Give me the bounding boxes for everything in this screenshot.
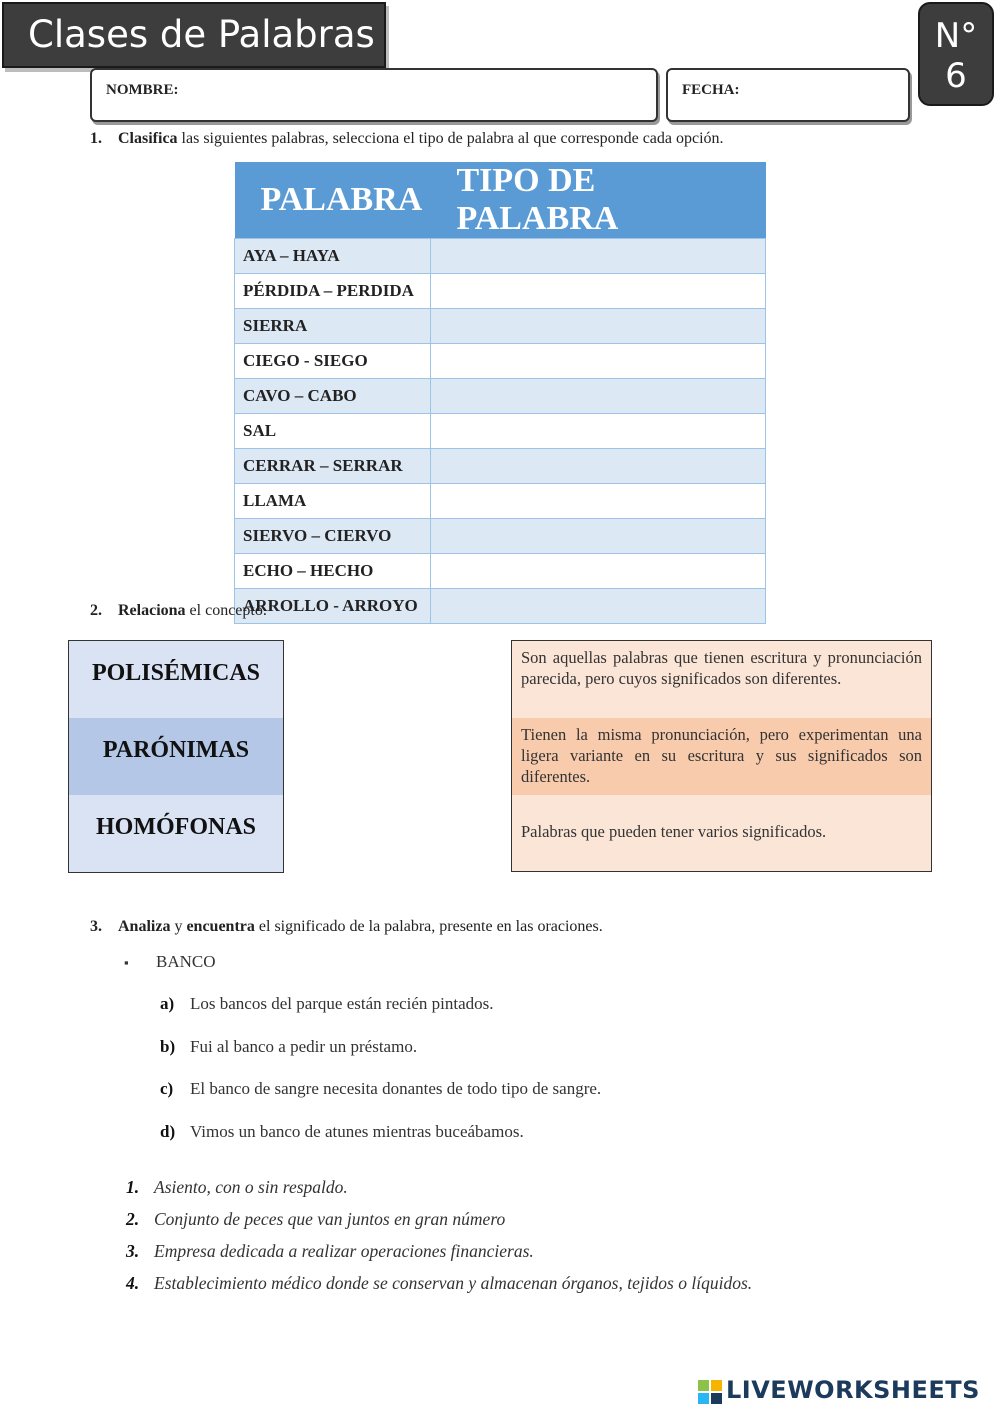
sentence-text: El banco de sangre necesita donantes de todo tipo de sangre. [190, 1079, 602, 1098]
number-value: 6 [945, 56, 967, 96]
question-2 [90, 602, 267, 620]
meaning-item [126, 1273, 752, 1294]
meaning-label: 3. [126, 1241, 140, 1261]
type-answer-cell[interactable] [431, 309, 766, 344]
keyword-banco [124, 952, 216, 972]
name-field[interactable] [90, 68, 658, 122]
concept-item-polisemicas[interactable]: POLISÉMICAS [69, 641, 283, 718]
sentence-label: d) [160, 1122, 176, 1141]
table-header-word: PALABRA [235, 162, 431, 239]
word-cell: SIERRA [235, 309, 431, 344]
sentence-label: a) [160, 994, 175, 1013]
type-answer-cell[interactable] [431, 449, 766, 484]
sentence-label: c) [160, 1079, 174, 1098]
name-label: NOMBRE: [106, 82, 179, 98]
meaning-text: Conjunto de peces que van juntos en gran número [154, 1209, 506, 1229]
sentence-text: Vimos un banco de atunes mientras buceábamos. [190, 1122, 524, 1141]
meaning-text: Empresa dedicada a realizar operaciones financieras. [154, 1241, 534, 1261]
table-row [235, 414, 766, 449]
question-1-verb: Clasifica [118, 130, 178, 147]
table-row [235, 379, 766, 414]
word-cell: LLAMA [235, 484, 431, 519]
meaning-item [126, 1177, 348, 1198]
question-2-text: el concepto. [185, 602, 267, 619]
question-1-text: las siguientes palabras, selecciona el tipo de palabra al que corresponde cada opción. [177, 130, 724, 147]
definition-item[interactable]: Tienen la misma pronunciación, pero experimentan una ligera variante en su escritura y sus significados son diferentes. [512, 718, 931, 795]
date-label: FECHA: [682, 82, 740, 98]
sentence-label: b) [160, 1037, 176, 1056]
meaning-label: 2. [126, 1209, 140, 1229]
table-row [235, 589, 766, 624]
question-3-number: 3. [90, 918, 102, 935]
sentence-item [160, 1122, 524, 1142]
word-cell: SAL [235, 414, 431, 449]
type-answer-cell[interactable] [431, 274, 766, 309]
meaning-label: 1. [126, 1177, 140, 1197]
word-cell: PÉRDIDA – PERDIDA [235, 274, 431, 309]
keyword-text: BANCO [156, 952, 216, 971]
table-row [235, 309, 766, 344]
worksheet-title: Clases de Palabras [2, 2, 386, 68]
number-label: N° [934, 16, 978, 56]
liveworksheets-logo-icon [698, 1380, 722, 1404]
question-3-verb-1: Analiza [118, 918, 171, 935]
sentence-text: Fui al banco a pedir un préstamo. [190, 1037, 418, 1056]
question-3-verb-2: encuentra [186, 918, 255, 935]
type-answer-cell[interactable] [431, 239, 766, 274]
classification-table [234, 162, 766, 624]
worksheet-number-badge [918, 2, 994, 106]
meaning-item [126, 1209, 505, 1230]
concept-item-homofonas[interactable]: HOMÓFONAS [69, 795, 283, 872]
date-field[interactable] [666, 68, 910, 122]
table-row [235, 449, 766, 484]
meaning-text: Establecimiento médico donde se conservan y almacenan órganos, tejidos o líquidos. [154, 1273, 753, 1293]
table-row [235, 344, 766, 379]
question-2-number: 2. [90, 602, 102, 619]
type-answer-cell[interactable] [431, 379, 766, 414]
sentence-item [160, 1079, 601, 1099]
question-1-number: 1. [90, 130, 102, 147]
word-cell: AYA – HAYA [235, 239, 431, 274]
table-row [235, 274, 766, 309]
type-answer-cell[interactable] [431, 554, 766, 589]
sentence-item [160, 994, 494, 1014]
table-row [235, 554, 766, 589]
square-bullet-icon: ▪ [124, 955, 129, 970]
type-answer-cell[interactable] [431, 344, 766, 379]
word-cell: ECHO – HECHO [235, 554, 431, 589]
concept-column [68, 640, 284, 873]
concept-item-paronimas[interactable]: PARÓNIMAS [69, 718, 283, 795]
definition-item[interactable]: Palabras que pueden tener varios significados. [512, 795, 931, 871]
word-cell: SIERVO – CIERVO [235, 519, 431, 554]
word-cell: CIEGO - SIEGO [235, 344, 431, 379]
table-row [235, 239, 766, 274]
question-1 [90, 130, 724, 148]
word-cell: CERRAR – SERRAR [235, 449, 431, 484]
type-answer-cell[interactable] [431, 484, 766, 519]
definition-column [511, 640, 932, 872]
definition-item[interactable]: Son aquellas palabras que tienen escritura y pronunciación parecida, pero cuyos significados son diferentes. [512, 641, 931, 718]
meaning-text: Asiento, con o sin respaldo. [154, 1177, 348, 1197]
question-3-conjunction: y [170, 918, 187, 935]
question-2-verb: Relaciona [118, 602, 186, 619]
meaning-label: 4. [126, 1273, 140, 1293]
brand-wordmark: LIVEWORKSHEETS [726, 1376, 980, 1404]
table-row [235, 519, 766, 554]
type-answer-cell[interactable] [431, 414, 766, 449]
type-answer-cell[interactable] [431, 519, 766, 554]
table-row [235, 484, 766, 519]
question-3 [90, 918, 603, 936]
word-cell: CAVO – CABO [235, 379, 431, 414]
sentence-item [160, 1037, 417, 1057]
type-answer-cell[interactable] [431, 589, 766, 624]
meaning-item [126, 1241, 534, 1262]
word-cell: ARROLLO - ARROYO [235, 589, 431, 624]
table-header-type: TIPO DE PALABRA [431, 162, 766, 239]
question-3-text: el significado de la palabra, presente en las oraciones. [254, 918, 603, 935]
sentence-text: Los bancos del parque están recién pintados. [190, 994, 494, 1013]
